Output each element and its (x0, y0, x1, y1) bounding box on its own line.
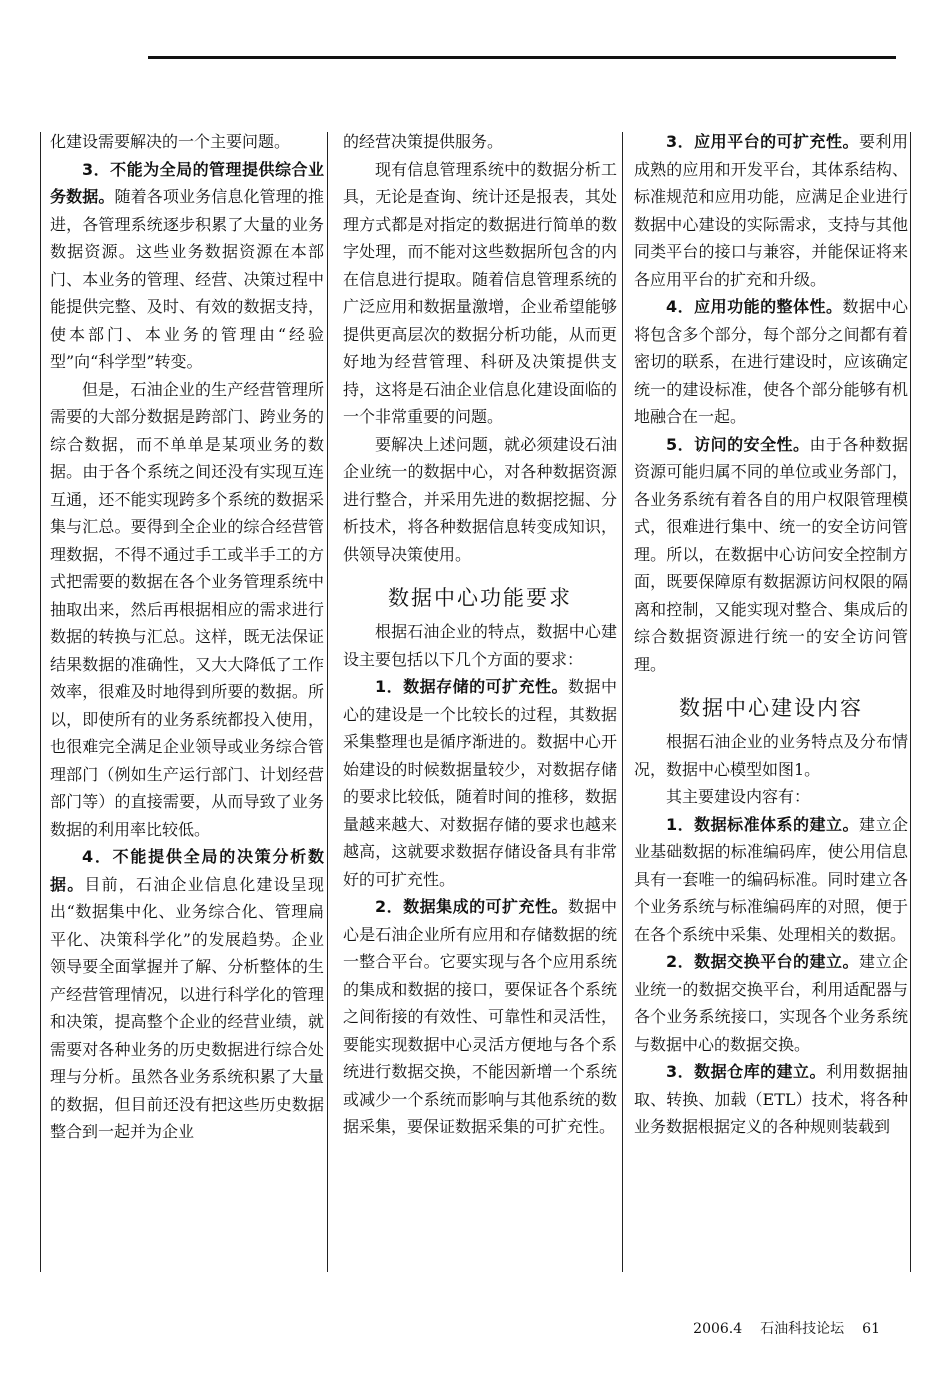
column-divider-1 (327, 132, 328, 1272)
column-1 (50, 128, 324, 1146)
paragraph (50, 156, 324, 376)
paragraph: 但是，石油企业的生产经营管理所需要的大部分数据是跨部门、跨业务的综合数据，而不单单是某项业务的数据。由于各个系统之间还没有实现互连互通，还不能实现跨多个系统的数据采集与汇总。要得到全企业的综合经营管理数据，不得不通过手工或半手工的方式把需要的数据在各个业务管理系统中抽取出来，然后再根据相应的需求进行数据的转换与汇总。这样，既无法保证结果数据的准确性，又大大降低了工作效率，很难及时地得到所要的数据。所以，即使所有的业务系统都投入使用，也很难完全满足企业领导或业务综合管理部门（例如生产运行部门、计划经营部门等）的直接需要，从而导致了业务数据的利用率比较低。 (50, 379, 324, 839)
paragraph (343, 673, 617, 893)
page-footer (693, 1318, 880, 1338)
paragraph (634, 811, 908, 949)
section-item-heading: 4．应用功能的整体性。 (666, 297, 843, 316)
paragraph (343, 893, 617, 1141)
section-item-heading: 4．不能提供全局的决策分析数据。 (50, 847, 324, 894)
column-divider-2 (622, 132, 623, 1272)
paragraph: 其主要建设内容有： (666, 787, 811, 806)
paragraph-body: 建立企业统一的数据交换平台，利用适配器与各个业务系统接口，实现各个业务系统与数据中心的数据交换。 (634, 952, 908, 1054)
section-heading: 数据中心建设内容 (679, 696, 863, 720)
page-number: 61 (862, 1321, 880, 1337)
column-3 (634, 128, 908, 1141)
paragraph-body: 利用数据抽取、转换、加载（ETL）技术，将各种业务数据根据定义的各种规则装载到 (634, 1062, 908, 1136)
paragraph: 现有信息管理系统中的数据分析工具，无论是查询、统计还是报表，其处理方式都是对指定的数据进行简单的数字处理，而不能对这些数据所包含的内在信息进行提取。随着信息管理系统的广泛应用和数据量激增，企业希望能够提供更高层次的数据分析功能，从而更好地为经营管理、科研及决策提供支持，这将是石油企业信息化建设面临的一个非常重要的问题。 (343, 159, 617, 426)
section-item-heading: 1．数据存储的可扩充性。 (375, 677, 568, 696)
column-divider-left (40, 132, 41, 1272)
paragraph-body: 数据中心是石油企业所有应用和存储数据的统一整合平台。它要实现与各个应用系统的集成和数据的接口，要保证各个系统之间衔接的有效性、可靠性和灵活性，要能实现数据中心灵活方便地与各个系统进行数据交换，不能因新增一个系统或减少一个系统而影响与其他系统的数据采集，要保证数据采集的可扩充性。 (343, 897, 617, 1136)
paragraph-body: 随着各项业务信息化管理的推进，各管理系统逐步积累了大量的业务数据资源。这些业务数据资源在本部门、本业务的管理、经营、决策过程中能提供完整、及时、有效的数据支持，使本部门、本业务的管理由“经验型”向“科学型”转变。 (50, 187, 324, 371)
column-2 (343, 128, 617, 1141)
paragraph-body: 数据中心将包含多个部分，每个部分之间都有着密切的联系，在进行建设时，应该确定统一的建设标准，使各个部分能够有机地融合在一起。 (634, 297, 908, 426)
section-heading: 数据中心功能要求 (388, 586, 572, 610)
paragraph: 要解决上述问题，就必须建设石油企业统一的数据中心，对各种数据资源进行整合，并采用先进的数据挖掘、分析技术，将各种数据信息转变成知识，供领导决策使用。 (343, 434, 617, 564)
paragraph: 根据石油企业的特点，数据中心建设主要包括以下几个方面的要求： (343, 622, 617, 669)
paragraph-body: 要利用成熟的应用和开发平台，其体系结构、标准规范和应用功能，应满足企业进行数据中心建设的实际需求，支持与其他同类平台的接口与兼容，并能保证将来各应用平台的扩充和升级。 (634, 132, 908, 289)
header-rule (148, 56, 896, 59)
paragraph (634, 431, 908, 679)
paragraph-body: 由于各种数据资源可能归属不同的单位或业务部门，各业务系统有着各自的用户权限管理模式，很难进行集中、统一的安全访问管理。所以，在数据中心访问安全控制方面，既要保障原有数据源访问权限的隔离和控制，又能实现对整合、集成后的综合数据资源进行统一的安全访问管理。 (634, 434, 908, 674)
paragraph (634, 293, 908, 431)
section-item-heading: 3．应用平台的可扩充性。 (666, 132, 859, 151)
section-item-heading: 1．数据标准体系的建立。 (666, 814, 859, 834)
issue-date: 2006.4 (693, 1321, 743, 1337)
section-item-heading: 2．数据集成的可扩充性。 (375, 897, 568, 916)
paragraph (634, 1058, 908, 1141)
paragraph: 化建设需要解决的一个主要问题。 (50, 132, 291, 151)
section-item-heading: 3．不能为全局的管理提供综合业务数据。 (50, 159, 324, 206)
paragraph-body: 目前，石油企业信息化建设呈现出“数据集中化、业务综合化、管理扁平化、决策科学化”的发展趋势。企业领导要全面掌握并了解、分析整体的生产经营管理情况，以进行科学化的管理和决策，提高整个企业的经营业绩，就需要对各种业务的历史数据进行综合处理与分析。虽然各业务系统积累了大量的数据，但目前还没有把这些历史数据整合到一起并为企业 (50, 874, 324, 1141)
section-item-heading: 5．访问的安全性。 (666, 434, 810, 454)
paragraph (634, 128, 908, 293)
paragraph-body: 建立企业基础数据的标准编码库，使公用信息具有一套唯一的编码标准。同时建立各个业务系统与标准编码库的对照，便于在各个系统中采集、处理相关的数据。 (634, 814, 908, 944)
paragraph: 的经营决策提供服务。 (343, 132, 504, 151)
paragraph (634, 948, 908, 1058)
section-item-heading: 2．数据交换平台的建立。 (666, 952, 859, 971)
paragraph-body: 数据中心的建设是一个比较长的过程，其数据采集整理也是循序渐进的。数据中心开始建设的时候数据量较少，对数据存储的要求比较低，随着时间的推移，数据量越来越大、对数据存储的要求也越来越高，这就要求数据存储设备具有非常好的可扩充性。 (343, 677, 617, 889)
journal-name: 石油科技论坛 (760, 1321, 845, 1337)
paragraph: 根据石油企业的业务特点及分布情况，数据中心模型如图1。 (634, 732, 908, 779)
column-divider-right (910, 132, 911, 1272)
section-item-heading: 3．数据仓库的建立。 (666, 1062, 827, 1081)
paragraph (50, 843, 324, 1146)
